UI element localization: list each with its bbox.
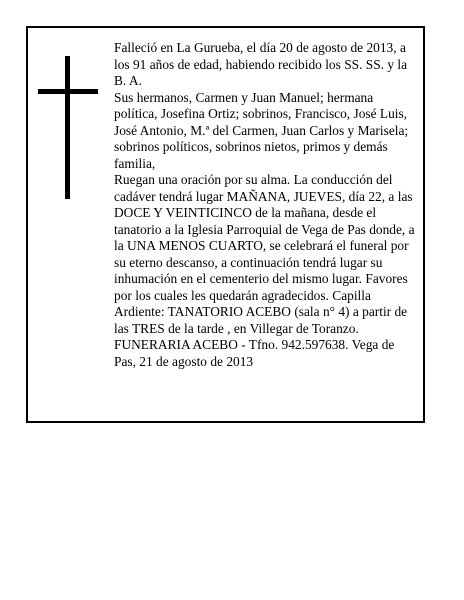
death-announcement: Falleció en La Gurueba, el día 20 de agosto de 2013, a los 91 años de edad, habiendo recibido los SS. SS. y la B. A. bbox=[114, 40, 408, 88]
family-members: Sus hermanos, Carmen y Juan Manuel; hermana política, Josefina Ortiz; sobrinos, Francisco, José Luis, José Antonio, M.ª del Carmen, Juan Carlos y Marisela; sobrinos políticos, sobrinos nietos, primos y demás familia, bbox=[114, 89, 409, 171]
cross-horizontal-bar bbox=[38, 89, 98, 94]
latin-cross-icon bbox=[38, 56, 98, 199]
funeral-details: Ruegan una oración por su alma. La conducción del cadáver tendrá lugar MAÑANA, JUEVES, día 22, a las DOCE Y VEINTICINCO de la mañana, desde el tanatorio a la Iglesia Parroquial de Vega de Pas donde, a la UNA MENOS CUARTO, se celebrará el funeral por su eterno descanso, a continuación tendrá lugar su inhumación en el cementerio del mismo lugar. Favores por los cuales les quedarán agradecidos. Capilla Ardiente: TANATORIO ACEBO (sala n° 4) a partir de las TRES de la tarde , en Villegar de Toranzo. FUNERARIA ACEBO - Tfno. 942.597638. Vega de Pas, 21 de agosto de 2013 bbox=[114, 172, 415, 369]
cross-vertical-bar bbox=[65, 56, 70, 199]
obituary-notice bbox=[26, 26, 425, 423]
notice-body bbox=[114, 40, 419, 370]
